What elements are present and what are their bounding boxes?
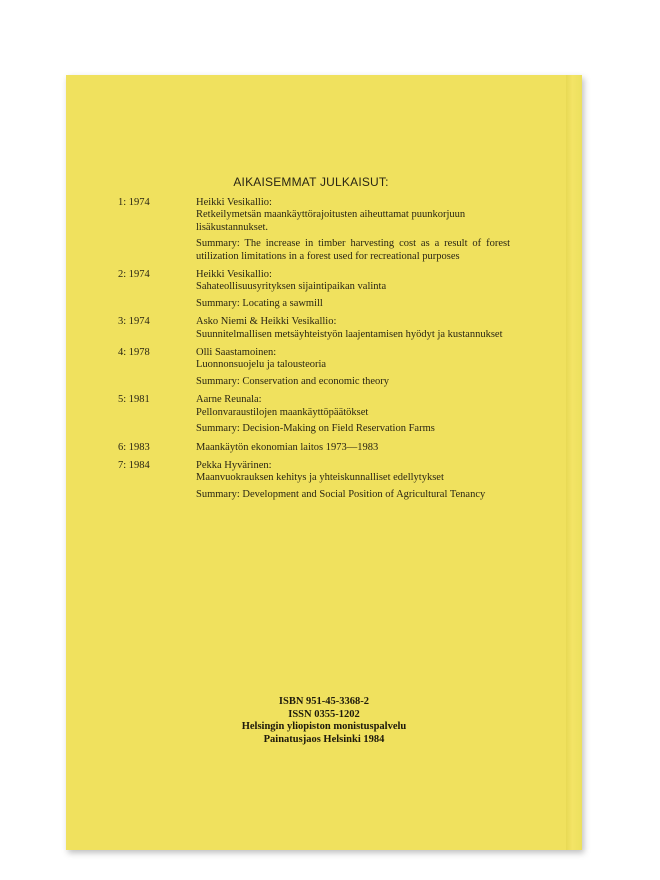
publication-author: Heikki Vesikallio: xyxy=(196,197,272,208)
isbn-text: ISBN 951-45-3368-2 xyxy=(278,696,370,707)
publisher-text: Helsingin yliopiston monistuspalvelu xyxy=(241,721,407,732)
publications-heading: AIKAISEMMAT JULKAISUT: xyxy=(233,175,389,189)
publication-details xyxy=(196,197,510,263)
publication-author: Olli Saastamoinen: xyxy=(196,347,277,359)
publication-title: Maankäytön ekonomian laitos 1973—1983 xyxy=(196,441,379,453)
publication-details xyxy=(196,442,510,454)
publication-summary: Summary: Conservation and economic theory xyxy=(196,375,390,387)
publication-entry xyxy=(118,442,510,454)
publication-details xyxy=(196,347,510,388)
publication-title: Retkeilymetsän maankäyttörajoitusten aiheuttamat puunkorjuun lisäkustannukset. xyxy=(196,209,466,233)
publication-number: 6: 1983 xyxy=(118,441,150,453)
imprint-block xyxy=(66,696,582,746)
publication-entry xyxy=(118,347,510,388)
printer-text: Painatusjaos Helsinki 1984 xyxy=(263,733,385,745)
publication-author: Pekka Hyvärinen: xyxy=(196,459,272,471)
publication-number: 4: 1978 xyxy=(118,347,150,359)
publication-summary: Summary: Locating a sawmill xyxy=(196,297,323,309)
publication-details xyxy=(196,394,510,435)
publication-number: 1: 1974 xyxy=(118,197,150,208)
publication-entry xyxy=(118,269,510,310)
book-back-cover xyxy=(66,75,582,850)
publication-details xyxy=(196,460,510,501)
publication-summary: Summary: The increase in timber harvesting cost as a result of forest utilization limitations in a forest used for recreational purposes xyxy=(196,238,510,262)
publication-summary: Summary: Decision-Making on Field Reservation Farms xyxy=(196,423,435,435)
publication-title: Suunnitelmallisen metsäyhteistyön laajentamisen hyödyt ja kustannukset xyxy=(196,328,503,340)
publication-author: Aarne Reunala: xyxy=(196,394,262,406)
publication-entry xyxy=(118,460,510,501)
publication-author: Heikki Vesikallio: xyxy=(196,269,272,281)
publication-details xyxy=(196,269,510,310)
publication-title: Pellonvaraustilojen maankäyttöpäätökset xyxy=(196,406,369,418)
publication-entry xyxy=(118,394,510,435)
publication-number: 3: 1974 xyxy=(118,316,150,328)
publication-title: Maanvuokrauksen kehitys ja yhteiskunnalliset edellytykset xyxy=(196,472,444,484)
publication-details xyxy=(196,316,510,341)
publication-number: 5: 1981 xyxy=(118,394,150,406)
publication-entry xyxy=(118,316,510,341)
publication-number: 2: 1974 xyxy=(118,269,150,281)
publication-title: Sahateollisuusyrityksen sijaintipaikan valinta xyxy=(196,281,387,293)
publication-summary: Summary: Development and Social Position of Agricultural Tenancy xyxy=(196,488,486,500)
publication-list xyxy=(118,197,510,507)
publication-author: Asko Niemi & Heikki Vesikallio: xyxy=(196,316,337,328)
publication-title: Luonnonsuojelu ja talousteoria xyxy=(196,359,327,371)
publication-entry xyxy=(118,197,510,263)
publication-number: 7: 1984 xyxy=(118,459,150,471)
issn-text: ISSN 0355-1202 xyxy=(288,708,360,720)
